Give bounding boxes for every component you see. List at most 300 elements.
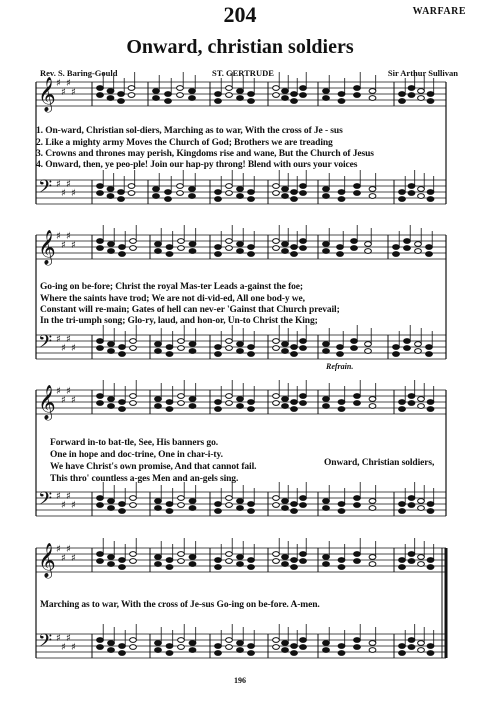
lyric-line: We have Christ's own promise, And that cannot fail. [50, 462, 257, 472]
hymn-number: 204 [223, 2, 257, 27]
notehead [300, 86, 307, 91]
notehead [393, 345, 400, 350]
notehead [418, 562, 425, 567]
notehead [237, 349, 244, 354]
notehead [155, 562, 162, 567]
notehead [291, 509, 298, 514]
notehead [118, 99, 125, 104]
notehead [119, 407, 126, 412]
notehead [226, 638, 233, 643]
notehead [237, 96, 244, 101]
notehead [108, 641, 115, 646]
notehead [418, 96, 425, 101]
notehead [215, 190, 222, 195]
notehead [226, 184, 233, 189]
notehead [354, 184, 361, 189]
notehead [273, 401, 280, 406]
notehead [248, 400, 255, 405]
notehead [166, 345, 173, 350]
notehead [273, 239, 280, 244]
notehead [153, 187, 160, 192]
notehead [130, 246, 137, 251]
notehead [323, 648, 330, 653]
notehead [408, 93, 415, 98]
sharp-sign: ♯ [71, 500, 76, 511]
sharp-sign: ♯ [56, 334, 61, 345]
notehead [165, 99, 172, 104]
notehead [323, 89, 330, 94]
notehead [130, 346, 137, 351]
notehead [189, 648, 196, 653]
hymn-title: Onward, christian soldiers [126, 36, 354, 58]
notehead [215, 252, 222, 257]
notehead [108, 242, 115, 247]
composer-credit: Sir Arthur Sullivan [387, 68, 458, 78]
notehead [166, 400, 173, 405]
notehead [418, 187, 425, 192]
notehead [408, 496, 415, 501]
notehead [282, 194, 289, 199]
treble-clef: 𝄞 [38, 543, 56, 578]
notehead [282, 555, 289, 560]
notehead [291, 565, 298, 570]
notehead [338, 644, 345, 649]
notehead [323, 404, 330, 409]
notehead [323, 194, 330, 199]
sharp-sign: ♯ [66, 78, 71, 89]
notehead [427, 197, 434, 202]
notehead [354, 645, 361, 650]
page-number: 196 [234, 676, 246, 685]
notehead [130, 645, 137, 650]
sharp-sign: ♯ [56, 386, 61, 397]
notehead [408, 401, 415, 406]
notehead [166, 352, 173, 357]
notehead [165, 92, 172, 97]
notehead [237, 89, 244, 94]
notehead [237, 562, 244, 567]
notehead [97, 645, 104, 650]
notehead [237, 404, 244, 409]
notehead [177, 86, 184, 91]
notehead [178, 503, 185, 508]
notehead [215, 565, 222, 570]
notehead [337, 352, 344, 357]
sharp-sign: ♯ [56, 633, 61, 644]
sharp-sign: ♯ [56, 544, 61, 555]
notehead [291, 190, 298, 195]
notehead [177, 93, 184, 98]
notehead [107, 187, 114, 192]
sharp-sign: ♯ [66, 386, 71, 397]
notehead [128, 191, 135, 196]
notehead [415, 342, 422, 347]
notehead [427, 565, 434, 570]
notehead [291, 252, 298, 257]
notehead [226, 552, 233, 557]
notehead [338, 651, 345, 656]
notehead [108, 404, 115, 409]
notehead [155, 342, 162, 347]
notehead [282, 506, 289, 511]
notehead [323, 397, 330, 402]
notehead [354, 496, 361, 501]
notehead [282, 562, 289, 567]
notehead [418, 404, 425, 409]
sharp-sign: ♯ [66, 334, 71, 345]
notehead [215, 92, 222, 97]
notehead [215, 345, 222, 350]
notehead [399, 644, 406, 649]
notehead [291, 400, 298, 405]
notehead [226, 93, 233, 98]
sharp-sign: ♯ [56, 179, 61, 190]
notehead [404, 239, 411, 244]
notehead [418, 641, 425, 646]
notehead [97, 401, 104, 406]
notehead [282, 187, 289, 192]
notehead [300, 191, 307, 196]
notehead [365, 249, 372, 254]
notehead [338, 400, 345, 405]
notehead [237, 194, 244, 199]
notehead [237, 555, 244, 560]
notehead [215, 558, 222, 563]
lyric-line: In the tri-umph song; Glo-ry, laud, and hon-or, Un-to Christ the King; [40, 316, 318, 326]
notehead [365, 342, 372, 347]
sharp-sign: ♯ [61, 553, 66, 564]
lyric-line: One in hope and doc-trine, One in char-i-ty. [50, 450, 223, 460]
notehead [426, 345, 433, 350]
notehead [215, 352, 222, 357]
notehead [215, 407, 222, 412]
notehead [155, 249, 162, 254]
sharp-sign: ♯ [71, 343, 76, 354]
notehead [97, 394, 104, 399]
notehead [273, 645, 280, 650]
notehead [119, 644, 126, 649]
notehead [323, 187, 330, 192]
notehead [215, 644, 222, 649]
notehead [427, 651, 434, 656]
sharp-sign: ♯ [66, 544, 71, 555]
notehead [369, 648, 376, 653]
notehead [399, 197, 406, 202]
notehead [248, 252, 255, 257]
notehead [166, 651, 173, 656]
notehead [119, 651, 126, 656]
notehead [97, 86, 104, 91]
notehead [427, 99, 434, 104]
notehead [130, 339, 137, 344]
notehead [189, 404, 196, 409]
notehead [215, 99, 222, 104]
lyric-line: Forward in-to bat-tle, See, His banners go. [50, 438, 219, 448]
notehead [427, 644, 434, 649]
notehead [107, 194, 114, 199]
notehead [189, 96, 196, 101]
notehead [226, 401, 233, 406]
bass-clef: 𝄢 [38, 177, 53, 202]
notehead [427, 502, 434, 507]
notehead [97, 184, 104, 189]
notehead [408, 86, 415, 91]
lyric-line: 4. Onward, then, ye peo-ple! Join our hap-py throng! Blend with ours your voices [36, 160, 358, 170]
notehead [399, 558, 406, 563]
notehead [189, 242, 196, 247]
notehead [369, 562, 376, 567]
notehead [189, 562, 196, 567]
notehead [273, 191, 280, 196]
notehead [338, 197, 345, 202]
notehead [178, 552, 185, 557]
notehead [404, 246, 411, 251]
notehead [166, 644, 173, 649]
tune-name: ST. GERTRUDE [212, 68, 274, 78]
notehead [282, 249, 289, 254]
refrain-label: Refrain. [326, 362, 354, 371]
notehead [155, 349, 162, 354]
notehead [273, 184, 280, 189]
notehead [130, 503, 137, 508]
notehead [128, 86, 135, 91]
notehead [300, 394, 307, 399]
notehead [237, 499, 244, 504]
notehead [291, 651, 298, 656]
notehead [323, 506, 330, 511]
notehead [418, 397, 425, 402]
notehead [97, 496, 104, 501]
notehead [408, 638, 415, 643]
notehead [215, 502, 222, 507]
lyric-line: Go-ing on be-fore; Christ the royal Mas-ter Leads a-gainst the foe; [40, 282, 303, 292]
notehead [426, 245, 433, 250]
notehead [408, 559, 415, 564]
notehead [282, 404, 289, 409]
notehead [153, 194, 160, 199]
notehead [354, 552, 361, 557]
notehead [418, 499, 425, 504]
notehead [97, 246, 104, 251]
notehead [189, 499, 196, 504]
notehead [369, 499, 376, 504]
sharp-sign: ♯ [66, 633, 71, 644]
lyric-line: Constant will re-main; Gates of hell can nev-er 'Gainst that Church prevail; [40, 305, 340, 315]
notehead [427, 558, 434, 563]
notehead [237, 506, 244, 511]
notehead [399, 400, 406, 405]
notehead [130, 496, 137, 501]
notehead [369, 397, 376, 402]
notehead [426, 352, 433, 357]
notehead [97, 559, 104, 564]
notehead [119, 558, 126, 563]
notehead [226, 346, 233, 351]
notehead [108, 397, 115, 402]
notehead [118, 190, 125, 195]
notehead [369, 187, 376, 192]
notehead [273, 246, 280, 251]
notehead [399, 99, 406, 104]
notehead [323, 242, 330, 247]
notehead [365, 349, 372, 354]
notehead [365, 242, 372, 247]
notehead [248, 92, 255, 97]
notehead [323, 562, 330, 567]
notehead [155, 555, 162, 560]
notehead [119, 509, 126, 514]
notehead [427, 407, 434, 412]
notehead [291, 352, 298, 357]
notehead [97, 239, 104, 244]
notehead [189, 342, 196, 347]
sharp-sign: ♯ [61, 240, 66, 251]
notehead [130, 638, 137, 643]
notehead [119, 345, 126, 350]
sharp-sign: ♯ [61, 642, 66, 653]
notehead [338, 502, 345, 507]
notehead [166, 509, 173, 514]
notehead [415, 242, 422, 247]
sharp-sign: ♯ [71, 87, 76, 98]
notehead [189, 194, 196, 199]
notehead [415, 349, 422, 354]
notehead [399, 651, 406, 656]
notehead [178, 339, 185, 344]
notehead [426, 252, 433, 257]
notehead [273, 339, 280, 344]
refrain-text: Onward, Christian soldiers, [324, 458, 435, 468]
notehead [404, 346, 411, 351]
lyric-line: 2. Like a mighty army Moves the Church of God; Brothers we are treading [36, 138, 333, 148]
notehead [108, 506, 115, 511]
bass-clef: 𝄢 [38, 631, 53, 656]
notehead [165, 197, 172, 202]
notehead [418, 506, 425, 511]
notehead [323, 249, 330, 254]
notehead [338, 558, 345, 563]
treble-clef: 𝄞 [38, 230, 56, 265]
sharp-sign: ♯ [66, 491, 71, 502]
notehead [300, 552, 307, 557]
notehead [337, 345, 344, 350]
notehead [226, 496, 233, 501]
notehead [282, 349, 289, 354]
sharp-sign: ♯ [61, 395, 66, 406]
notehead [427, 509, 434, 514]
notehead [97, 638, 104, 643]
notehead [354, 191, 361, 196]
notehead [226, 246, 233, 251]
notehead [273, 86, 280, 91]
notehead [338, 190, 345, 195]
sharp-sign: ♯ [71, 188, 76, 199]
notehead [354, 394, 361, 399]
notehead [189, 349, 196, 354]
notehead [155, 648, 162, 653]
notehead [130, 401, 137, 406]
notehead [282, 499, 289, 504]
notehead [338, 92, 345, 97]
notehead [166, 565, 173, 570]
notehead [282, 242, 289, 247]
bass-clef: 𝄢 [38, 489, 53, 514]
notehead [369, 96, 376, 101]
notehead [300, 503, 307, 508]
notehead [108, 249, 115, 254]
notehead [226, 339, 233, 344]
notehead [291, 407, 298, 412]
notehead [248, 197, 255, 202]
notehead [226, 394, 233, 399]
notehead [282, 641, 289, 646]
notehead [338, 565, 345, 570]
notehead [399, 190, 406, 195]
notehead [226, 86, 233, 91]
notehead [108, 342, 115, 347]
notehead [153, 89, 160, 94]
notehead [237, 242, 244, 247]
notehead [300, 339, 307, 344]
notehead [282, 96, 289, 101]
notehead [119, 252, 126, 257]
notehead [393, 252, 400, 257]
notehead [215, 245, 222, 250]
notehead [130, 239, 137, 244]
notehead [273, 394, 280, 399]
notehead [300, 346, 307, 351]
notehead [300, 239, 307, 244]
notehead [226, 239, 233, 244]
notehead [118, 92, 125, 97]
notehead [351, 339, 358, 344]
sharp-sign: ♯ [61, 188, 66, 199]
notehead [107, 96, 114, 101]
notehead [291, 345, 298, 350]
treble-clef: 𝄞 [38, 77, 56, 112]
notehead [155, 499, 162, 504]
notehead [282, 397, 289, 402]
sharp-sign: ♯ [56, 231, 61, 242]
notehead [97, 346, 104, 351]
notehead [300, 638, 307, 643]
notehead [155, 242, 162, 247]
sharp-sign: ♯ [71, 240, 76, 251]
notehead [108, 499, 115, 504]
lyric-line: This thro' countless a-ges Men and an-gels sing. [50, 474, 239, 484]
notehead [248, 99, 255, 104]
notehead [119, 245, 126, 250]
notehead [369, 506, 376, 511]
lyric-line: 1. On-ward, Christian sol-diers, Marching as to war, With the cross of Je - sus [36, 126, 343, 136]
notehead [369, 555, 376, 560]
notehead [189, 249, 196, 254]
notehead [393, 245, 400, 250]
notehead [97, 503, 104, 508]
notehead [155, 506, 162, 511]
notehead [97, 552, 104, 557]
notehead [300, 559, 307, 564]
notehead [408, 191, 415, 196]
notehead [273, 503, 280, 508]
notehead [351, 346, 358, 351]
notehead [273, 552, 280, 557]
notehead [128, 93, 135, 98]
notehead [399, 407, 406, 412]
notehead [273, 559, 280, 564]
notehead [408, 394, 415, 399]
notehead [215, 509, 222, 514]
